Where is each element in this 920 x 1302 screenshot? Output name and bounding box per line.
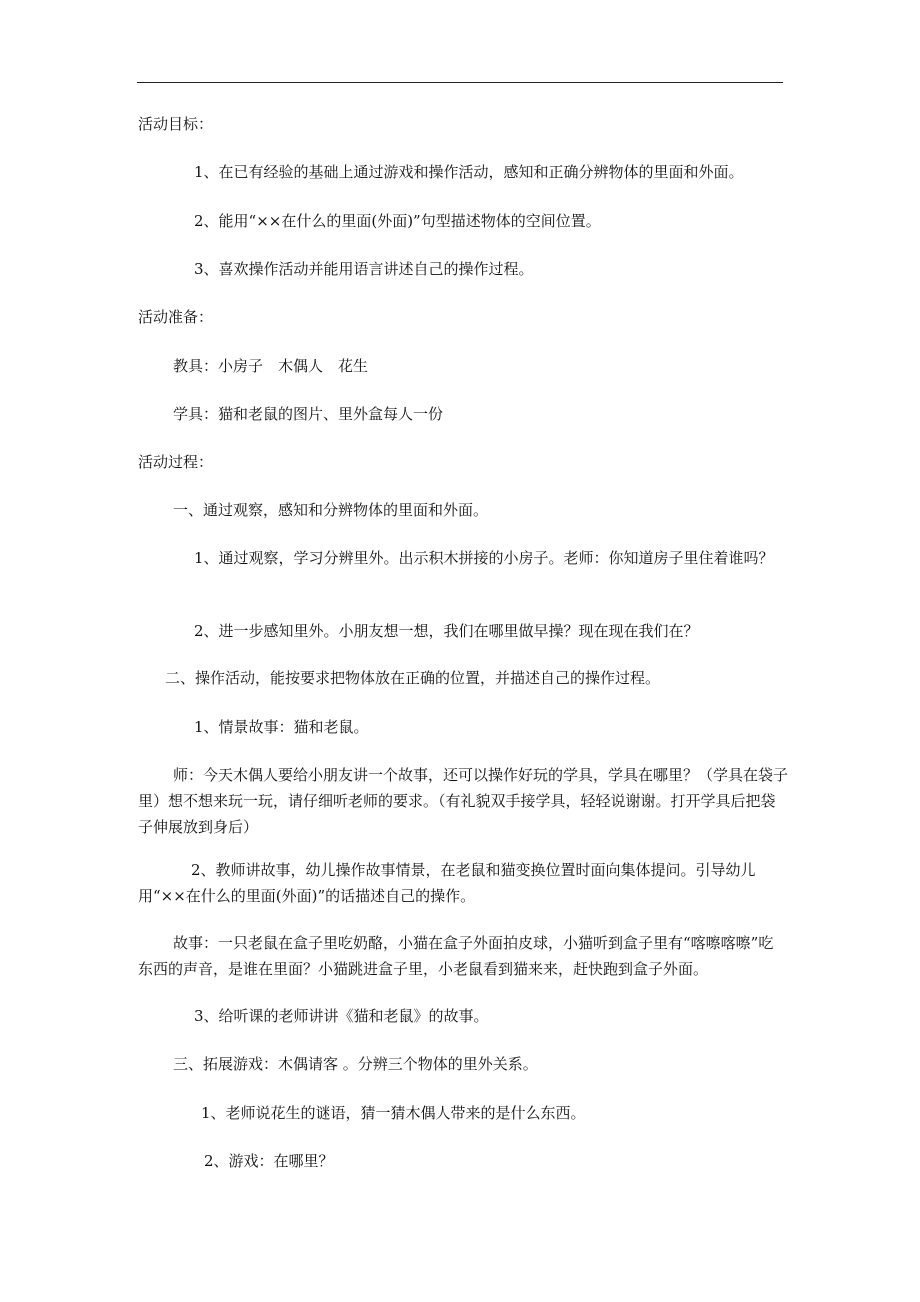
- goal-item-2: 2、能用“××在什么的里面(外面)”句型描述物体的空间位置。: [194, 212, 601, 230]
- part3-step1: 1、老师说花生的谜语，猜一猜木偶人带来的是什么东西。: [201, 1104, 586, 1122]
- student-tools: 学具：猫和老鼠的图片、里外盒每人一份: [173, 405, 444, 423]
- part3-title: 三、拓展游戏：木偶请客 。分辨三个物体的里外关系。: [173, 1055, 538, 1073]
- part1-title: 一、通过观察，感知和分辨物体的里面和外面。: [173, 501, 489, 519]
- preparation-heading: 活动准备：: [138, 308, 214, 326]
- goal-item-3: 3、喜欢操作活动并能用语言讲述自己的操作过程。: [194, 260, 534, 278]
- part2-story: 故事：一只老鼠在盒子里吃奶酪，小猫在盒子外面拍皮球，小猫听到盒子里有“喀嚓喀嚓”吃东西的声音，是谁在里面？小猫跳进盒子里，小老鼠看到猫来来，赶快跑到盒子外面。: [138, 934, 774, 978]
- part2-step2: 2、教师讲故事，幼儿操作故事情景，在老鼠和猫变换位置时面向集体提问。引导幼儿用“××在什么的里面(外面)”的话描述自己的操作。: [138, 861, 756, 905]
- part2-step1: 1、情景故事：猫和老鼠。: [194, 718, 369, 736]
- teacher-tools: 教具：小房子 木偶人 花生: [173, 357, 369, 375]
- part1-step1: 1、通过观察，学习分辨里外。出示积木拼接的小房子。老师：你知道房子里住着谁吗？: [194, 549, 774, 567]
- part2-teacher-talk: 师：今天木偶人要给小朋友讲一个故事，还可以操作好玩的学具，学具在哪里？（学具在袋子里）想不想来玩一玩，请仔细听老师的要求。（有礼貌双手接学具，轻轻说谢谢。打开学具后把袋子伸展放到身后）: [138, 766, 789, 836]
- goals-heading: 活动目标：: [138, 115, 214, 133]
- goal-item-1: 1、在已有经验的基础上通过游戏和操作活动，感知和正确分辨物体的里面和外面。: [194, 163, 744, 181]
- process-heading: 活动过程：: [138, 453, 214, 471]
- part2-step3: 3、给听课的老师讲讲《猫和老鼠》的故事。: [194, 1007, 489, 1025]
- part2-title: 二、操作活动，能按要求把物体放在正确的位置，并描述自己的操作过程。: [165, 669, 661, 687]
- part3-step2: 2、游戏：在哪里？: [204, 1152, 334, 1170]
- header-rule: [137, 82, 783, 83]
- part1-step2: 2、进一步感知里外。小朋友想一想，我们在哪里做早操？现在现在我们在？: [194, 622, 699, 640]
